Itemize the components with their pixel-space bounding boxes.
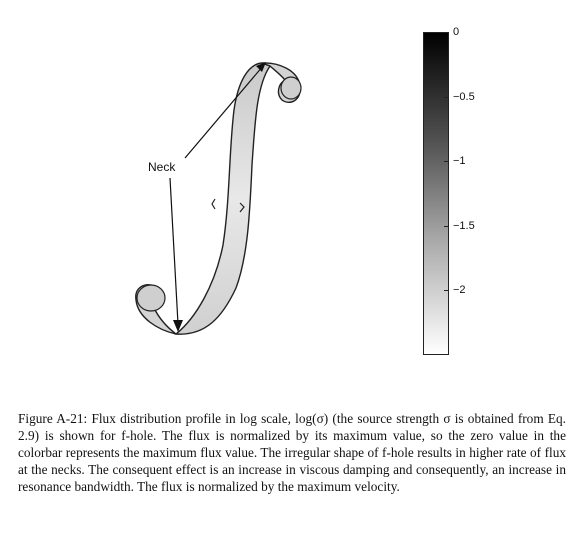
colorbar-tick-label: −1.5 <box>453 219 475 232</box>
colorbar-tick-label: −1 <box>453 155 466 168</box>
colorbar-gradient <box>424 33 448 354</box>
colorbar-tick-label: −0.5 <box>453 90 475 103</box>
arrow-lower <box>170 178 178 324</box>
neck-label: Neck <box>148 160 176 174</box>
colorbar-tick-label: 0 <box>453 26 460 38</box>
colorbar-tick-label: −2 <box>453 284 466 297</box>
figure-caption: Figure A-21: Flux distribution profile in log scale, log(σ) (the source strength σ is obtained from Eq. 2.9) is shown for f-hole. The flux is normalized by its maximum value, so the zero value in the colorbar represents the maximum flux value. The irregular shape of f-hole results in higher rate of flux at the necks. The consequent effect is an increase in viscous damping and consequently, an increase in resonance bandwidth. The flux is normalized by the maximum velocity. <box>18 411 566 494</box>
upper-circle <box>281 77 301 99</box>
left-notch <box>212 199 215 209</box>
colorbar-tick-mark <box>444 226 448 227</box>
colorbar-tick-mark <box>444 161 448 162</box>
f-hole-shape <box>176 63 270 334</box>
colorbar <box>423 32 449 355</box>
colorbar-tick-mark <box>444 290 448 291</box>
lower-circle <box>137 285 165 311</box>
colorbar-tick-mark <box>444 32 448 33</box>
colorbar-tick-mark <box>444 97 448 98</box>
